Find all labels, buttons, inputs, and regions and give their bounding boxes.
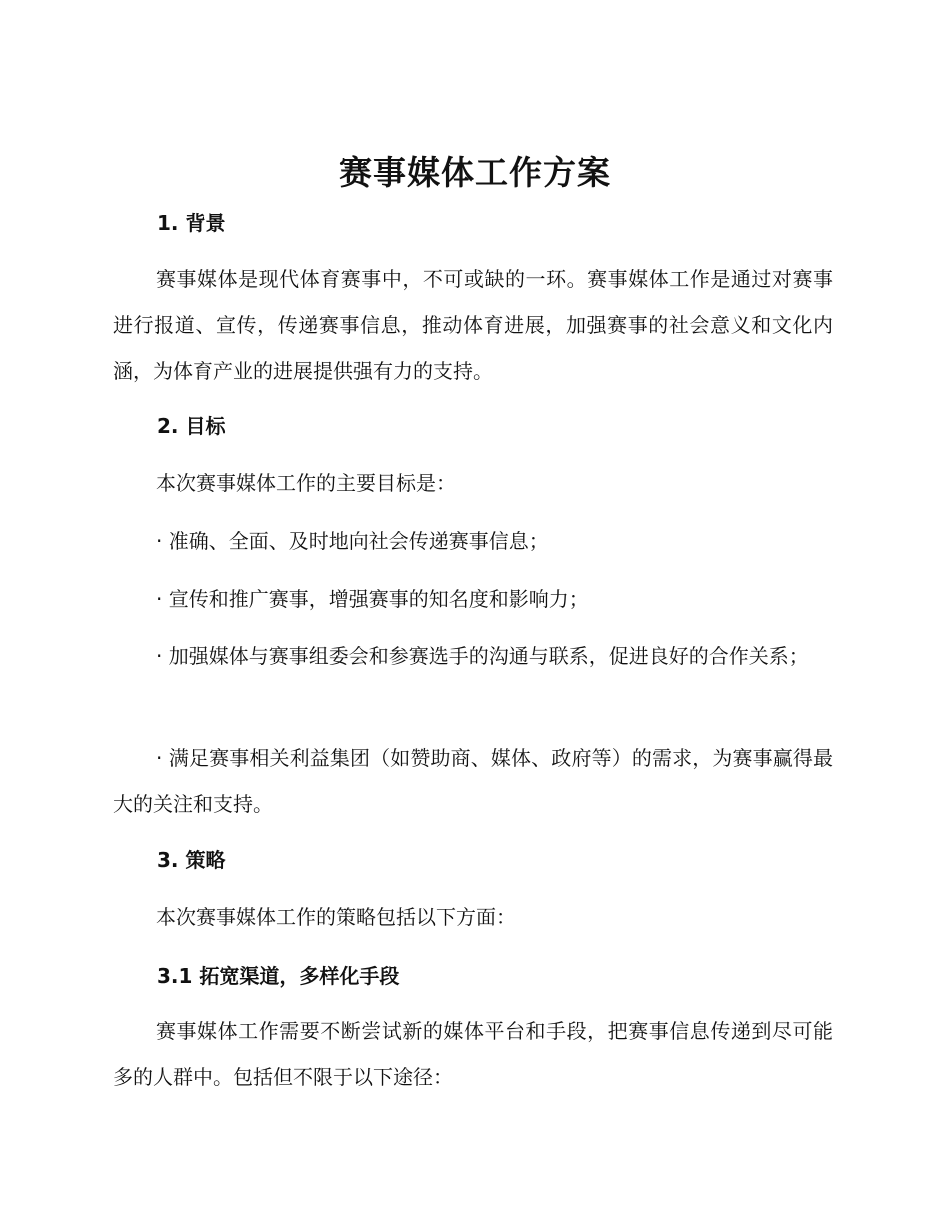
subsection-heading-channels: 3.1 拓宽渠道，多样化手段 [157, 964, 400, 988]
goal-item: · 准确、全面、及时地向社会传递赛事信息； [156, 529, 549, 553]
strategy-intro: 本次赛事媒体工作的策略包括以下方面： [156, 905, 516, 929]
background-paragraph: 赛事媒体是现代体育赛事中，不可或缺的一环。赛事媒体工作是通过对赛事进行报道、宣传，传递赛事信息，推动体育进展，加强赛事的社会意义和文化内涵，为体育产业的进展提供强有力的支持。 [113, 267, 833, 383]
section-heading-strategy: 3. 策略 [157, 848, 226, 872]
section-heading-goals: 2. 目标 [157, 414, 226, 438]
goal-item: · 满足赛事相关利益集团（如赞助商、媒体、政府等）的需求，为赛事赢得最大的关注和支持。 [113, 746, 833, 816]
goal-item: · 宣传和推广赛事，增强赛事的知名度和影响力； [156, 587, 589, 611]
goals-intro: 本次赛事媒体工作的主要目标是： [156, 471, 456, 495]
document-title: 赛事媒体工作方案 [339, 153, 611, 192]
section-heading-background: 1. 背景 [157, 211, 226, 235]
goal-item: · 加强媒体与赛事组委会和参赛选手的沟通与联系，促进良好的合作关系； [156, 644, 809, 668]
channels-paragraph: 赛事媒体工作需要不断尝试新的媒体平台和手段，把赛事信息传递到尽可能多的人群中。包括但不限于以下途径： [113, 1019, 833, 1089]
